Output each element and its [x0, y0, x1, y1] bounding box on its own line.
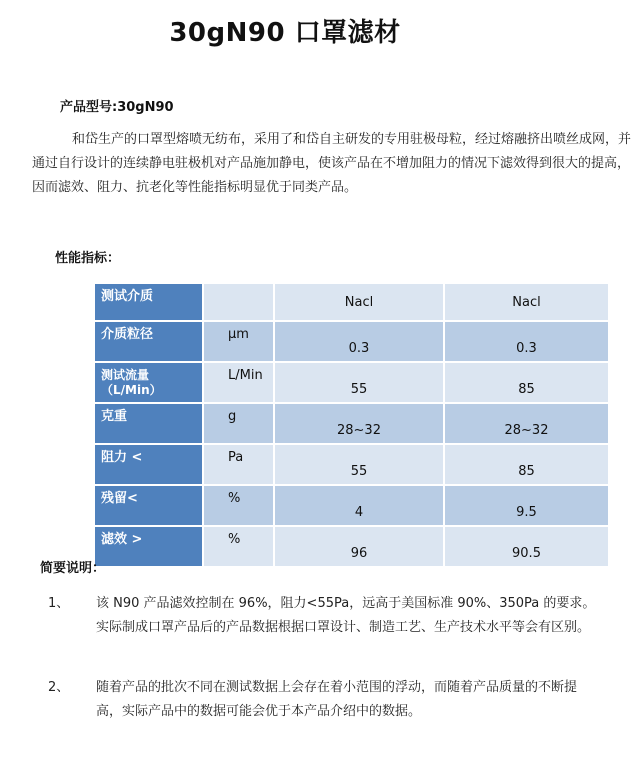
performance-heading: 性能指标：: [55, 251, 121, 266]
table-row: [94, 362, 609, 403]
row-value-1: 0.3: [274, 321, 444, 362]
note-number: 2、: [48, 680, 70, 695]
row-unit: g: [203, 403, 274, 444]
row-unit: %: [203, 526, 274, 567]
row-label: 阻力 <: [94, 444, 203, 485]
row-unit: μm: [203, 321, 274, 362]
row-value-2: 28~32: [444, 403, 609, 444]
note-number: 1、: [48, 596, 70, 611]
row-label: 滤效 >: [94, 526, 203, 567]
row-value-1: 55: [274, 444, 444, 485]
note-item: [48, 592, 608, 664]
table-row: [94, 403, 609, 444]
table-row: [94, 283, 609, 321]
row-value-1: 28~32: [274, 403, 444, 444]
page-title: 30gN90 口罩滤材: [169, 18, 401, 48]
row-label: 残留<: [94, 485, 203, 526]
row-unit: L/Min: [203, 362, 274, 403]
row-value-2: 9.5: [444, 485, 609, 526]
row-value-1: 96: [274, 526, 444, 567]
row-value-2: 85: [444, 362, 609, 403]
row-label: 测试介质: [94, 283, 203, 321]
product-model: 产品型号:30gN90: [60, 100, 174, 115]
intro-paragraph: 和岱生产的口罩型熔喷无纺布，采用了和岱自主研发的专用驻极母粒，经过熔融挤出喷丝成网，并通过自行设计的连续静电驻极机对产品施加静电，使该产品在不增加阻力的情况下滤效得到很大的提高，因而滤效、阻力、抗老化等性能指标明显优于同类产品。: [32, 132, 632, 195]
row-value-1: 55: [274, 362, 444, 403]
note-item: [48, 676, 608, 724]
table-row: [94, 444, 609, 485]
table-row: [94, 321, 609, 362]
table-row: [94, 526, 609, 567]
row-value-2: 90.5: [444, 526, 609, 567]
row-unit: %: [203, 485, 274, 526]
row-value-1: Nacl: [274, 283, 444, 321]
note-text: 随着产品的批次不同在测试数据上会存在着小范围的浮动，而随着产品质量的不断提高，实际产品中的数据可能会优于本产品介绍中的数据。: [96, 680, 578, 719]
row-value-2: 0.3: [444, 321, 609, 362]
notes-heading: 简要说明：: [40, 561, 106, 576]
row-value-2: 85: [444, 444, 609, 485]
row-label: 测试流量 （L/Min）: [94, 362, 203, 403]
note-text: 该 N90 产品滤效控制在 96%，阻力<55Pa，远高于美国标准 90%、350Pa 的要求。实际制成口罩产品后的产品数据根据口罩设计、制造工艺、生产技术水平等会有区别。: [96, 596, 596, 635]
row-label: 介质粒径: [94, 321, 203, 362]
row-label: 克重: [94, 403, 203, 444]
row-unit: Pa: [203, 444, 274, 485]
row-value-2: Nacl: [444, 283, 609, 321]
table-row: [94, 485, 609, 526]
spec-table: [93, 282, 610, 568]
row-value-1: 4: [274, 485, 444, 526]
row-unit: [203, 283, 274, 321]
